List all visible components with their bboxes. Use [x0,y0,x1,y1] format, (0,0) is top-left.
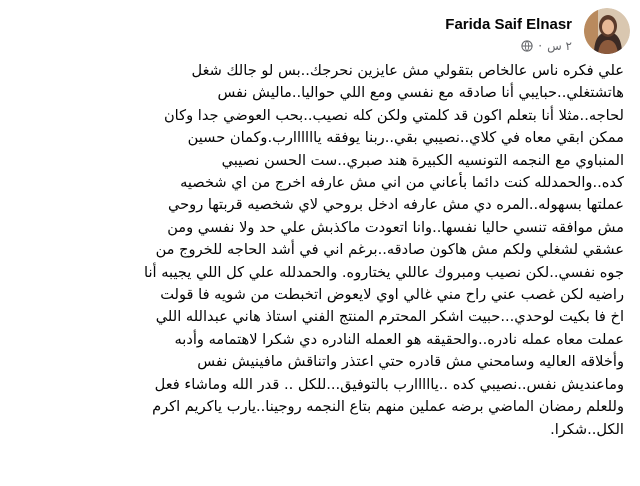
post-line: ممكن ابقي معاه في كلاي..نصيبي بقي..ربنا يوفقه ياااااارب.وكمان حسين [187,129,624,147]
globe-icon[interactable] [521,40,533,52]
author-name[interactable]: Farida Saif Elnasr [445,16,572,33]
post-line: علي فكره ناس عالخاص بتقولي مش عايزين نحرجك..بس لو جالك شغل [191,62,624,79]
post-line: اخ فا بكيت لوحدي...حبيت اشكر المحترم المنتج الفني استاذ هاني عبدالله اللي [155,308,624,326]
avatar-photo [584,8,630,54]
post-line: جوه نفسي..لكن نصيب ومبروك عاللي يختاروه. والحمدلله علي كل اللي يجيبه أنا [144,263,624,281]
meta-separator: · [538,39,543,53]
post-line: راضيه لكن غصب عني راح مني غالي اوي لايعوض اتخبطت من شويه فا قولت [160,286,624,304]
post-timestamp[interactable]: ٢ س [547,39,572,53]
post-line: عملت معاه عمله نادره..والحقيقه هو العمله النادره دي شكرا لاهتمامه وأدبه [174,330,624,348]
post-meta [521,39,572,53]
post-line: وللعلم رمضان الماضي برضه عملين منهم بتاع النجمه روجينا..يارب ياكريم اكرم [152,398,624,416]
post-line: عملتها بسهوله..المره دي مش عارفه ادخل بروحي لاي شخصيه قربتها روحي [167,196,624,214]
post-line: مش موافقه تنسي حاليا نفسها..وانا اتعودت ماكذبش علي حد ولا نفسي ومن [167,218,624,236]
post-body [64,60,624,441]
post-line: عشقي لشغلي ولكم مش هاكون صادقه..برغم اني في أشد الحاجه للخروج من [155,241,624,259]
post-line: لحاجه..مثلا أنا بتعلم اكون قد كلمتي ولكن كله نصيب..بحب العوضي جدا وكان [163,106,624,124]
post-line: كده..والحمدلله كنت دائما بأعاني من اني مش عارفه اخرج من اي شخصيه [180,174,624,192]
author-avatar[interactable] [584,8,630,54]
post-line: المنباوي مع النجمه التونسيه الكبيرة هند صبري..ست الحسن نصيبي [221,151,624,169]
post-header [370,8,630,58]
post-line: الكل..شكرا. [550,420,624,438]
post-line: وأخلاقه العاليه وسامحني مش قادره حتي اعتذر واتناقش مافينيش نفس [197,353,624,371]
post-line: وماعنديش نفس..نصيبي كده ..يااااارب بالتوفيق...للكل .. قدر الله وماشاء فعل [154,375,624,393]
post-line: هاتشتغلي..حبايبي أنا صادقه مع نفسي ومع اللي حواليا..ماليش نفس [217,84,624,102]
